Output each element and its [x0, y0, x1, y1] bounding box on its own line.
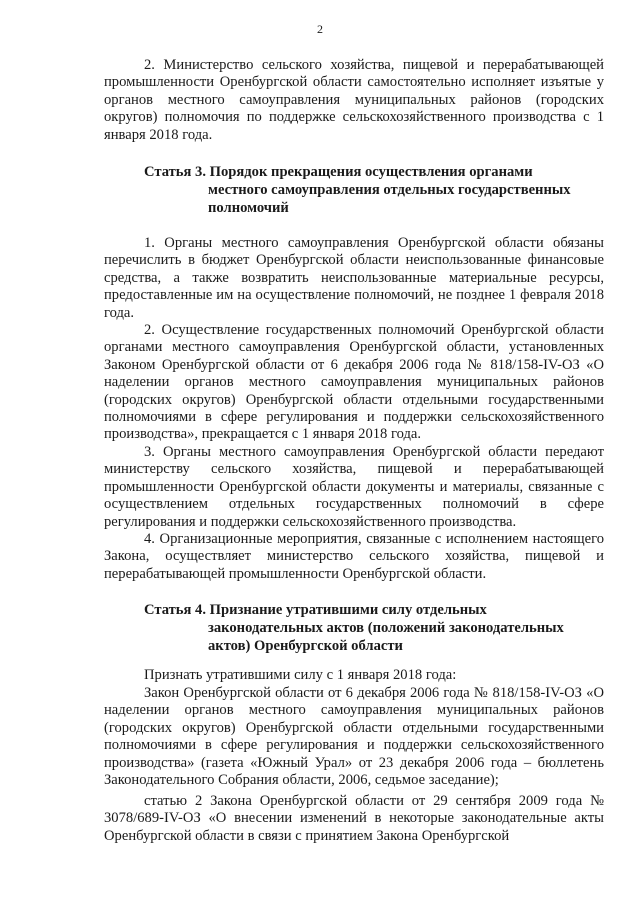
article-4-paragraph-1: Признать утратившими силу с 1 января 2018 года: — [144, 667, 457, 683]
article-4-heading-line-1: Статья 4. Признание утратившими силу отдельных — [144, 602, 487, 618]
article-3-heading-line-3: полномочий — [208, 200, 289, 216]
article-4-heading — [0, 601, 640, 655]
paragraph-ministry-powers: 2. Министерство сельского хозяйства, пищевой и перерабатывающей промышленности Оренбургской области самостоятельно исполняет изъятые у органов местного самоуправления муниципальных районов (городских округов) полномочия по поддержке сельскохозяйственного производства с 1 января 2018 года. — [104, 57, 604, 143]
article-4-heading-line-3: актов) Оренбургской области — [208, 638, 403, 654]
page-number: 2 — [317, 22, 323, 36]
article-3-paragraph-3: 3. Органы местного самоуправления Оренбургской области передают министерству сельского хозяйства, пищевой и перерабатывающей промышленности Оренбургской области документы и материалы, связанные с осуществлением отдельных государственных полномочий в сфере регулирования и поддержки сельскохозяйственного производства. — [104, 444, 604, 530]
article-4-heading-line-2: законодательных актов (положений законодательных — [208, 620, 564, 636]
article-3-paragraph-2: 2. Осуществление государственных полномочий Оренбургской области органами местного самоуправления Оренбургской области, установленных Законом Оренбургской области от 6 декабря 2006 года № 818/158-IV-ОЗ «О наделении органов местного самоуправления муниципальных районов (городских округов) Оренбургской области отдельными государственными полномочиями в сфере регулирования и поддержки сельскохозяйственного производства», прекращается с 1 января 2018 года. — [104, 322, 604, 443]
article-3-paragraph-4: 4. Организационные мероприятия, связанные с исполнением настоящего Закона, осуществляет министерство сельского хозяйства, пищевой и перерабатывающей промышленности Оренбургской области. — [104, 531, 604, 582]
article-3-heading — [0, 163, 640, 217]
article-3-heading-line-2: местного самоуправления отдельных государственных — [208, 182, 571, 198]
article-3-heading-line-1: Статья 3. Порядок прекращения осуществления органами — [144, 164, 533, 180]
article-4-paragraph-2: Закон Оренбургской области от 6 декабря 2006 года № 818/158-IV-ОЗ «О наделении органов местного самоуправления муниципальных районов (городских округов) Оренбургской области отдельными государственными полномочиями в сфере регулирования и поддержки сельскохозяйственного производства» (газета «Южный Урал» от 23 декабря 2006 года – бюллетень Законодательного Собрания области, 2006, седьмое заседание); — [104, 685, 604, 789]
article-3-paragraph-1: 1. Органы местного самоуправления Оренбургской области обязаны перечислить в бюджет Оренбургской области неиспользованные финансовые средства, а также возвратить неиспользованные материальные ресурсы, предоставленные им на осуществление полномочий, не позднее 1 февраля 2018 года. — [104, 235, 604, 321]
article-4-paragraph-3: статью 2 Закона Оренбургской области от 29 сентября 2009 года № 3078/689-IV-ОЗ «О внесении изменений в некоторые законодательные акты Оренбургской области в связи с принятием Закона Оренбургской — [104, 793, 604, 844]
